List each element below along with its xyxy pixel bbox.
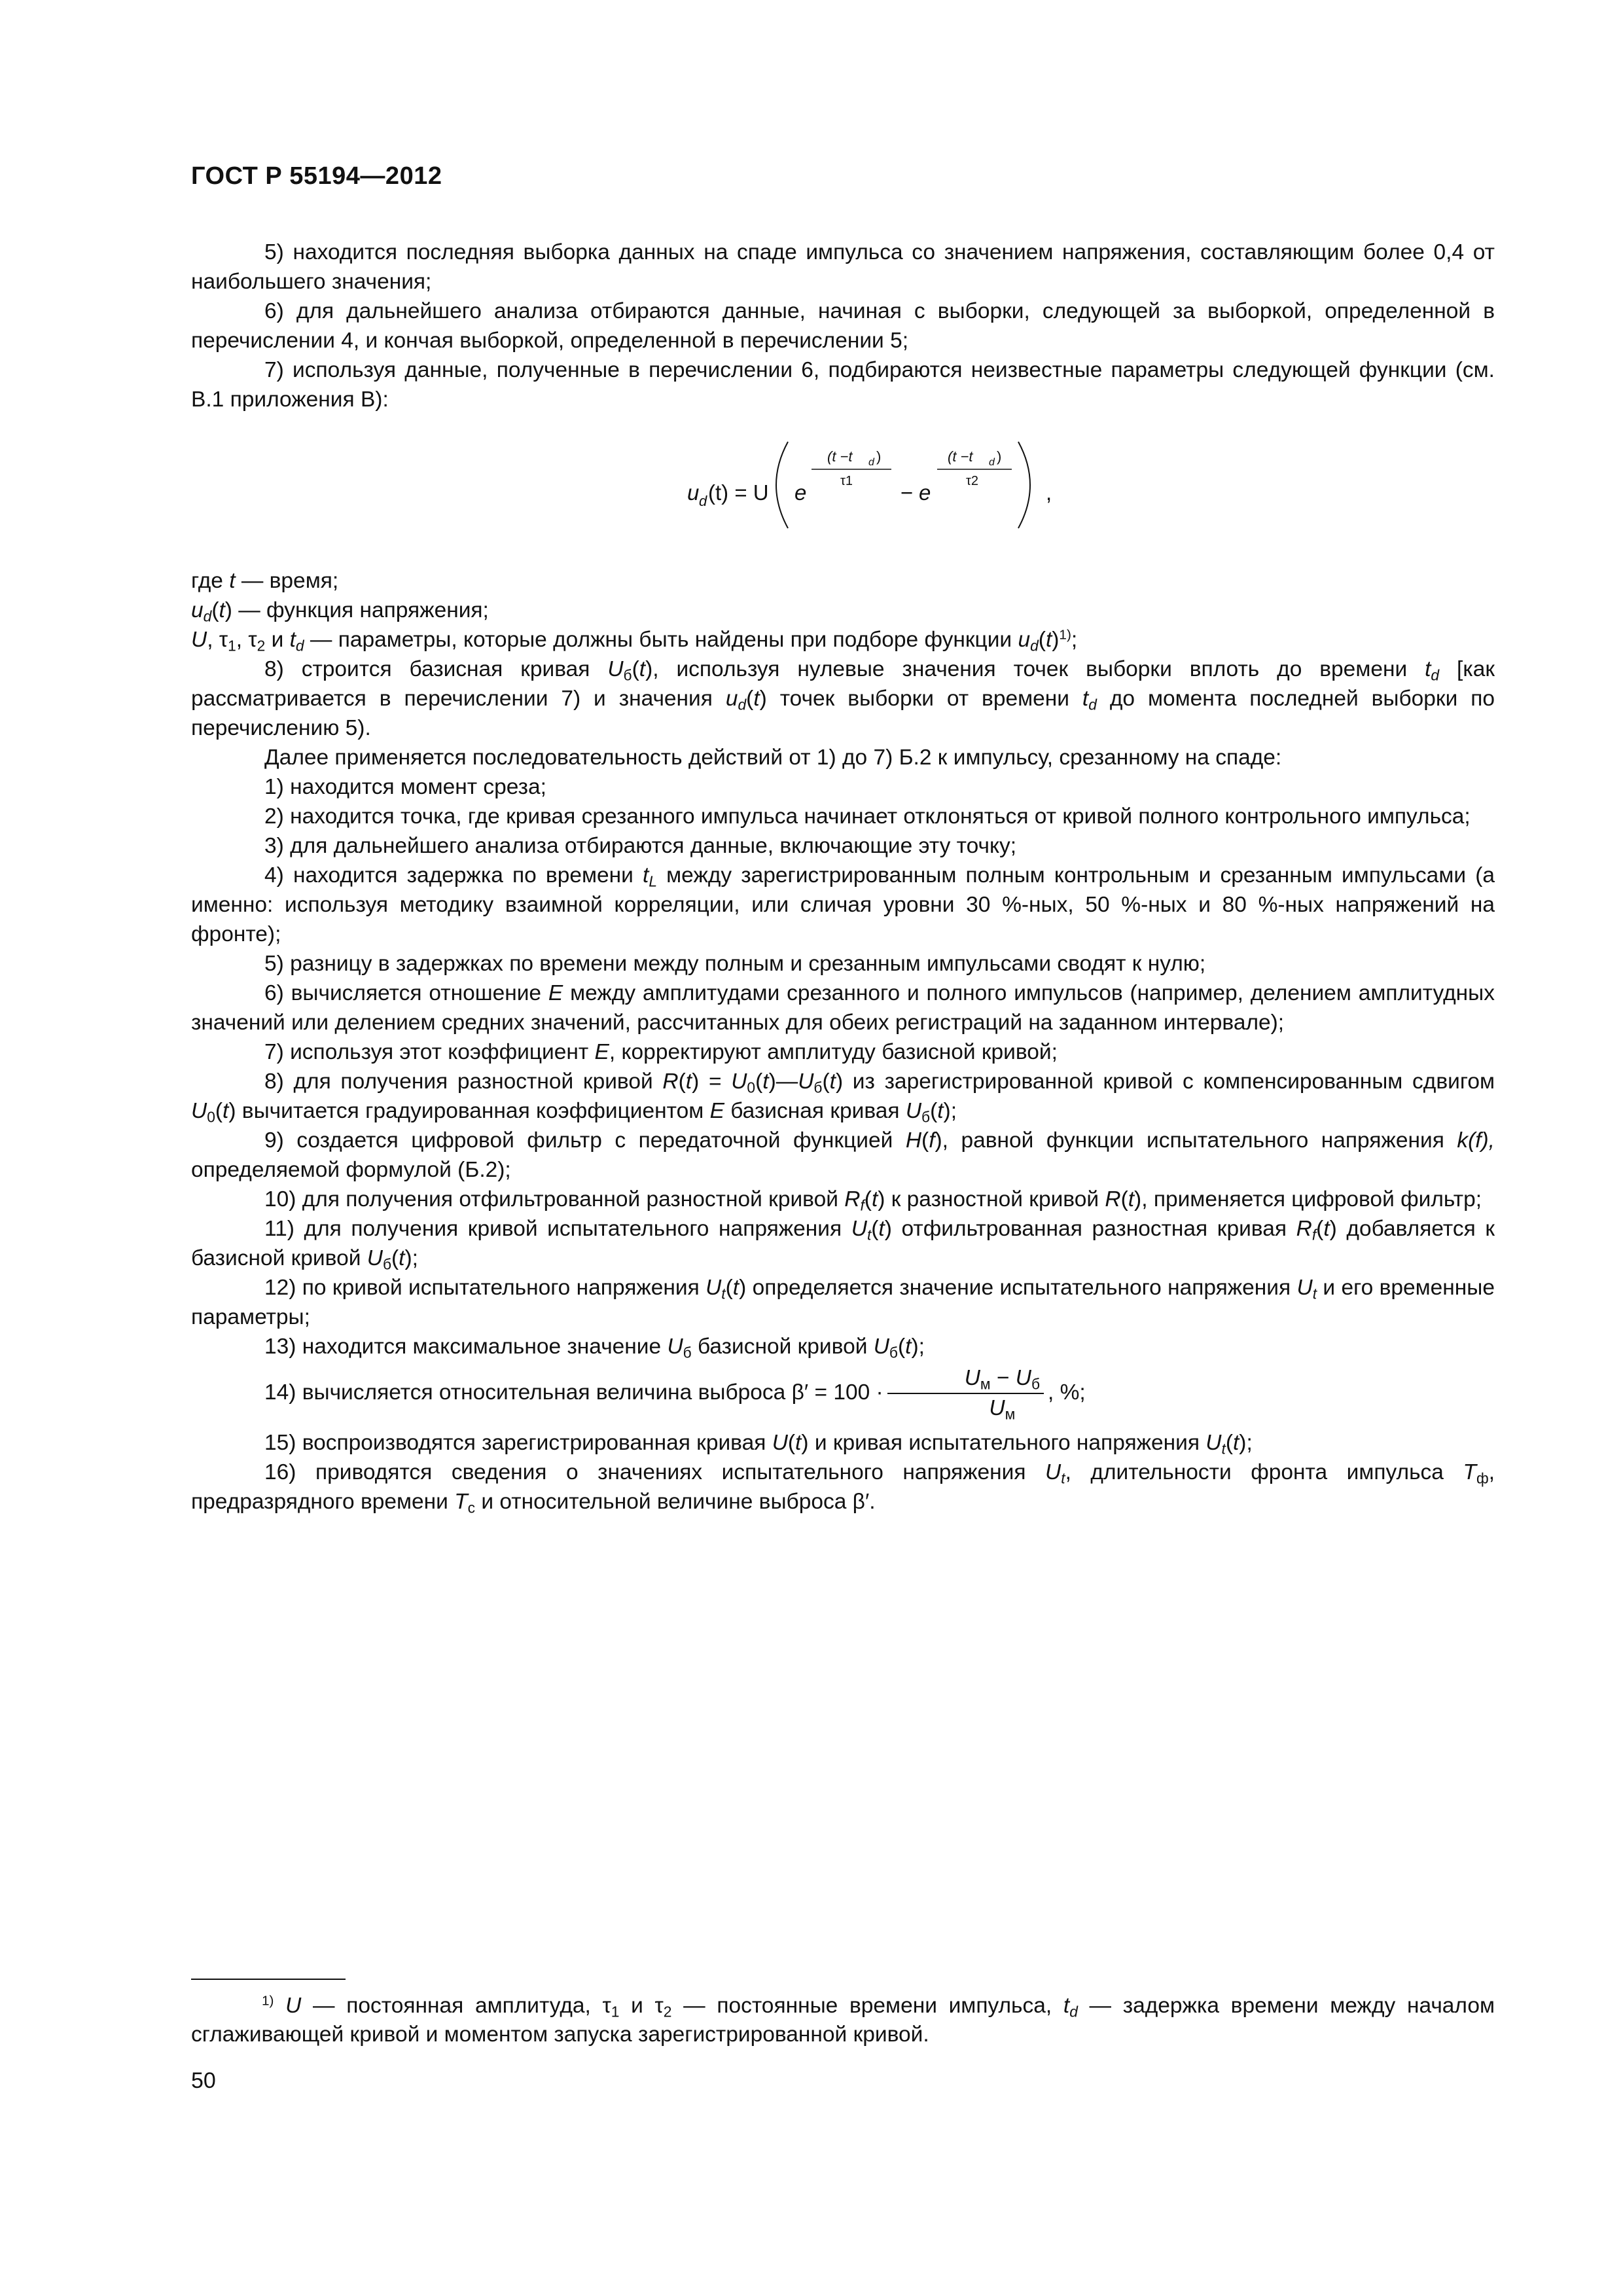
list-item-14: 14) вычисляется относительная величина выброса β′ = 100 · $\frac{U_м - U_б}{U_м}$ , %; bbox=[264, 1366, 1086, 1423]
list-item-13: 13) находится максимальное значение $U_б$ базисной кривой $U_б(t)$; bbox=[264, 1335, 925, 1361]
formula-e2: e bbox=[919, 480, 931, 505]
footnote-text: $^{1)}$ U — постоянная амплитуда, $\tau_1$ и $\tau_2$ — постоянные времени импульса, $t_d$ — задержка времени между началом сглаживающей кривой и моментом запуска зарегистрированной кривой. bbox=[191, 1993, 1495, 2047]
list-item-15: 15) воспроизводятся зарегистрированная кривая U(t) и кривая испытательного напряжения $U_t(t)$; bbox=[264, 1431, 1253, 1458]
exp2-num-close: ) bbox=[997, 448, 1002, 465]
exp1-num-sub: d bbox=[868, 457, 874, 468]
footnote-separator bbox=[191, 1979, 346, 1980]
intro-paragraph: Далее применяется последовательность действий от 1) до 7) Б.2 к импульсу, срезанному на спаде: bbox=[264, 745, 1282, 770]
list-item-9: 9) создается цифровой фильтр с передаточной функцией H(f), равной функции испытательного напряжения k(f), определяемой формулой (Б.2); bbox=[191, 1128, 1495, 1182]
formula-ud bbox=[191, 417, 1495, 548]
list-item-16: 16) приводятся сведения о значениях испытательного напряжения $U_t$, длительности фронта импульса $T_ф$, предразрядного времени $T_с$ и относительной величине выброса β′. bbox=[191, 1460, 1495, 1516]
list-item-7: 7) используя этот коэффициент E, корректируют амплитуду базисной кривой; bbox=[264, 1040, 1058, 1064]
list-item-2: 2) находится точка, где кривая срезанного импульса начинает отклоняться от кривой полного контрольного импульса; bbox=[264, 804, 1471, 829]
formula-lhs-u: u bbox=[687, 480, 700, 505]
left-paren bbox=[776, 442, 788, 528]
exp2-denominator: τ2 bbox=[966, 474, 979, 488]
paragraph-item-5: 5) находится последняя выборка данных на спаде импульса со значением напряжения, составляющим более 0,4 от наибольшего значения; bbox=[191, 240, 1495, 294]
formula-ud-svg bbox=[191, 417, 1495, 548]
document-body bbox=[191, 238, 1495, 1516]
exp1-numerator: (t −t bbox=[827, 448, 853, 465]
list-item-8: 8) для получения разностной кривой $R(t) = U_0(t)—U_б(t)$ из зарегистрированной кривой с компенсированным сдвигом $U_0(t)$ вычитается градуированная коэффициентом E базисная кривая $U_б(t)$; bbox=[191, 1069, 1495, 1126]
overshoot-fraction bbox=[887, 1365, 1044, 1422]
list-item-10: 10) для получения отфильтрованной разностной кривой $R_f(t)$ к разностной кривой R(t), применяется цифровой фильтр; bbox=[264, 1187, 1482, 1214]
exp1-denominator: τ1 bbox=[840, 474, 853, 488]
list-item-3: 3) для дальнейшего анализа отбираются данные, включающие эту точку; bbox=[264, 834, 1017, 858]
formula-comma: , bbox=[1046, 480, 1052, 505]
paragraph-item-6: 6) для дальнейшего анализа отбираются данные, начиная с выборки, следующей за выборкой, определенной в перечислении 4, и кончая выборкой, определенной в перечислении 5; bbox=[191, 299, 1495, 353]
formula-lhs-rest: (t) = U bbox=[708, 480, 769, 505]
exp2-num-sub: d bbox=[989, 457, 995, 468]
page-number: 50 bbox=[191, 2068, 216, 2093]
formula-e1: e bbox=[794, 480, 807, 505]
overshoot-denominator: $U_м$ bbox=[989, 1396, 1016, 1423]
where-line-1: где t — время; bbox=[191, 569, 339, 593]
list-item-5: 5) разницу в задержках по времени между полным и срезанным импульсами сводят к нулю; bbox=[264, 952, 1206, 976]
list-item-1: 1) находится момент среза; bbox=[264, 775, 546, 799]
formula-lhs-sub: d bbox=[699, 493, 707, 509]
right-paren bbox=[1018, 442, 1030, 528]
footnote bbox=[191, 1992, 1495, 2049]
overshoot-numerator: $U_м - U_б$ bbox=[887, 1365, 1044, 1394]
exp1-num-close: ) bbox=[876, 448, 882, 465]
paragraph-item-7: 7) используя данные, полученные в перечислении 6, подбираются неизвестные параметры следующей функции (см. В.1 приложения В): bbox=[191, 358, 1495, 412]
exp2-numerator: (t −t bbox=[948, 448, 973, 465]
document-header: ГОСТ Р 55194—2012 bbox=[191, 162, 442, 190]
list-item-12: 12) по кривой испытательного напряжения $U_t(t)$ определяется значение испытательного напряжения $U_t$ и его временные параметры; bbox=[191, 1276, 1495, 1329]
list-item-4: 4) находится задержка по времени $t_L$ между зарегистрированным полным контрольным и срезанным импульсами (а именно: используя методику взаимной корреляции, или сличая уровни 30 %-ных, 50 %-ных и 80 %-ных напряжений на фронте); bbox=[191, 863, 1495, 946]
paragraph-item-8: 8) строится базисная кривая $U_б(t)$, используя нулевые значения точек выборки вплоть до времени $t_d$ [как рассматривается в перечислении 7) и значения $u_d(t)$ точек выборки от времени $t_d$ до момента последней выборки по перечислению 5). bbox=[191, 657, 1495, 740]
formula-minus: − bbox=[901, 480, 914, 505]
list-item-6: 6) вычисляется отношение E между амплитудами срезанного и полного импульсов (например, делением амплитудных значений или делением средних значений, рассчитанных для обеих регистраций на заданном интервале); bbox=[191, 981, 1495, 1035]
list-item-11: 11) для получения кривой испытательного напряжения $U_t(t)$ отфильтрованная разностная кривая $R_f(t)$ добавляется к базисной кривой $U_б(t)$; bbox=[191, 1217, 1495, 1273]
where-line-2: $u_d(t)$ — функция напряжения; bbox=[191, 598, 489, 625]
where-line-3: U, $\tau_1$, $\tau_2$ и $t_d$ — параметры, которые должны быть найдены при подборе функции $u_d(t)^{1)}$; bbox=[191, 627, 1078, 655]
